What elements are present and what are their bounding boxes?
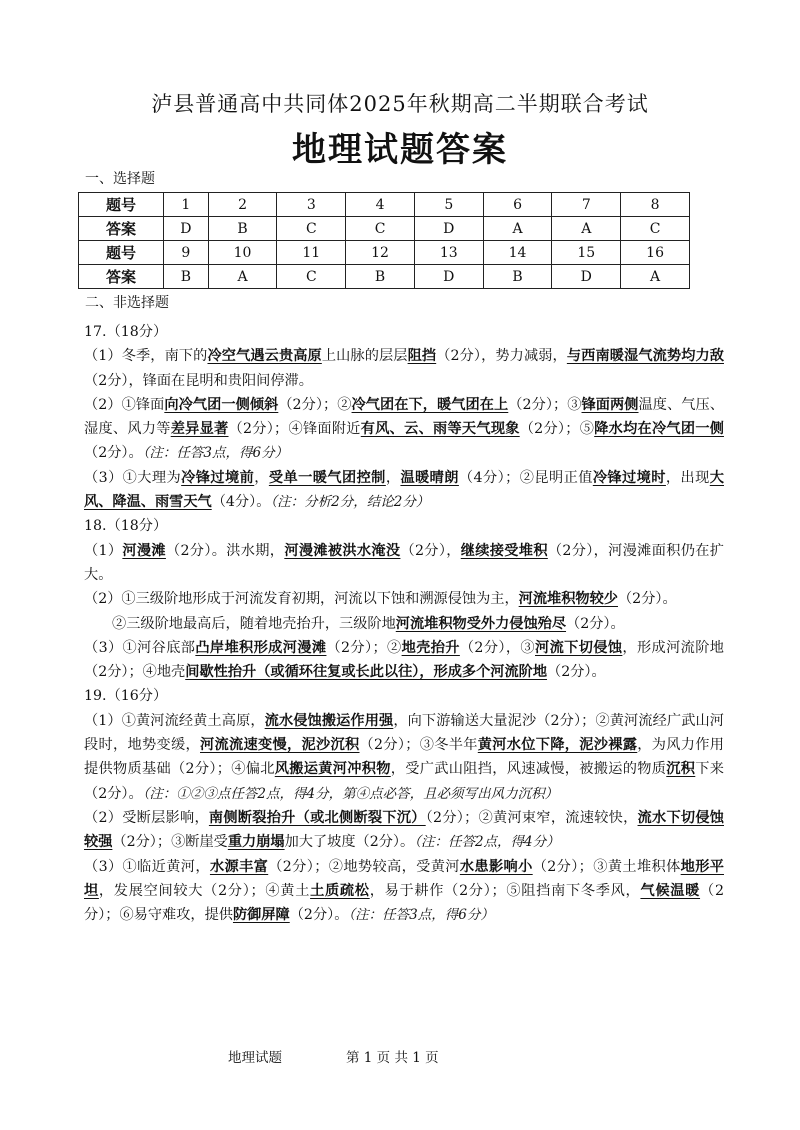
key-point: 冷锋过境前	[181, 469, 255, 486]
table-cell: A	[208, 265, 277, 289]
answer-text: （2分）；⑤	[519, 421, 595, 438]
q19-part1	[84, 709, 724, 806]
table-cell: A	[552, 217, 621, 241]
answer-text: ，出现	[665, 469, 710, 486]
answer-text: （2分）；③断崖受	[112, 834, 228, 851]
key-point: 黄河水位下降，泥沙裸露	[477, 737, 638, 754]
scoring-note: （注：任答3点，得6分）	[142, 445, 289, 462]
table-cell: 15	[552, 241, 621, 265]
answer-text: ，	[254, 469, 269, 486]
table-cell: 11	[277, 241, 346, 265]
row-label-question: 题号	[79, 241, 164, 265]
key-point: 地形平坦	[84, 858, 724, 899]
answer-text: （2分）；④锋面附近	[228, 421, 361, 438]
answer-text: （2）①三级阶地形成于河流发育初期，河流以下蚀和溯源侵蚀为主，	[84, 591, 519, 608]
answer-text: （2）受断层影响，	[84, 809, 209, 826]
answer-text: （2分），河漫滩面积仍在扩大。	[84, 542, 724, 583]
answer-text: （1）①黄河流经黄土高原，	[84, 712, 265, 729]
key-point: 受单一暖气团控制	[268, 469, 386, 486]
table-cell: 1	[164, 193, 209, 217]
question-18-heading: 18.（18分）	[84, 518, 168, 535]
row-label-question: 题号	[79, 193, 164, 217]
answer-text: （1）	[84, 542, 123, 559]
answer-text: 温度、气压、湿度、风力等	[84, 396, 724, 438]
key-point: 冷锋过境时	[592, 469, 666, 486]
answer-text: ，形成河流阶地（2分）；④地壳	[84, 639, 724, 681]
scoring-note: （注：任答3点，得6分）	[348, 907, 494, 924]
answer-text: （2分），③	[459, 639, 535, 656]
q18-part2-b	[84, 612, 724, 636]
key-point: 锋面两侧	[581, 396, 639, 413]
key-point: 与西南暖湿气流势均力敌	[566, 348, 724, 365]
choice-answer-table	[78, 192, 690, 289]
key-point: 沉积	[666, 761, 696, 778]
q17-part3	[84, 466, 724, 515]
key-point: 温暖晴朗	[400, 469, 459, 486]
answer-text: （4分）；②昆明正值	[458, 469, 593, 486]
key-point: 间歇性抬升（或循环往复或长此以往），形成多个河流阶地	[185, 664, 548, 681]
footer-subject: 地理试题	[228, 1050, 282, 1066]
key-point: 防御屏障	[232, 907, 290, 924]
table-row	[79, 265, 690, 289]
table-cell: 6	[483, 193, 552, 217]
answer-text: 加大了坡度（2分）。	[284, 834, 415, 851]
table-cell: B	[208, 217, 277, 241]
table-cell: B	[483, 265, 552, 289]
free-response-answers	[84, 320, 724, 927]
table-cell: B	[346, 265, 415, 289]
answer-text: （4分）。	[211, 494, 271, 511]
key-point: 继续接受堆积	[460, 542, 548, 559]
answer-text: （2分），锋面在昆明和贵阳间停滞。	[84, 372, 313, 389]
table-cell: C	[277, 265, 346, 289]
answer-text: 上山脉的层层	[321, 348, 408, 365]
q17-part1	[84, 344, 724, 393]
answer-text: （2分）；③	[508, 396, 582, 413]
key-point: 河流堆积物较少	[518, 591, 618, 608]
table-cell: C	[621, 217, 690, 241]
table-cell: 8	[621, 193, 690, 217]
table-cell: 7	[552, 193, 621, 217]
table-cell: 9	[164, 241, 209, 265]
table-cell: 10	[208, 241, 277, 265]
q18-part2	[84, 587, 724, 611]
section-multiple-choice-heading: 一、选择题	[85, 171, 155, 187]
q18-part3	[84, 636, 724, 685]
table-cell: B	[164, 265, 209, 289]
table-cell: 13	[414, 241, 483, 265]
answer-text: ②三级阶地最高后，随着地壳抬升，三级阶地	[112, 615, 396, 632]
key-point: 水源丰富	[209, 858, 269, 875]
q17-part2	[84, 393, 724, 466]
key-point: 有风、云、雨等天气现象	[360, 421, 520, 438]
key-point: 阻挡	[407, 348, 437, 365]
table-row	[79, 217, 690, 241]
exam-subtitle: 泸县普通高中共同体2025年秋期高二半期联合考试	[151, 92, 649, 116]
table-row	[79, 241, 690, 265]
answer-text: ，发展空间较大（2分）；④黄土	[98, 882, 311, 899]
answer-text: （2分）；②	[326, 639, 402, 656]
table-cell: A	[621, 265, 690, 289]
answer-text: （2）①锋面	[84, 396, 165, 413]
key-point: 土质疏松	[310, 882, 370, 899]
key-point: 河流流速变慢，泥沙沉积	[200, 737, 360, 754]
answer-text: （3）①大理为	[84, 469, 182, 486]
row-label-answer: 答案	[79, 217, 164, 241]
answer-text: （2分），	[400, 542, 461, 559]
answer-text: （2分）；③冬半年	[359, 737, 478, 754]
answer-text: （1）冬季，南下的	[84, 348, 208, 365]
answer-text: （2分），势力减弱，	[436, 348, 567, 365]
q19-part2	[84, 806, 724, 855]
table-cell: C	[277, 217, 346, 241]
key-point: 冷气团在下，暖气团在上	[351, 396, 509, 413]
answer-text: ，向下游输送大量泥沙（2分）；②黄河流经广武山河段时，地势变缓，	[84, 712, 724, 754]
section-free-response-heading: 二、非选择题	[85, 295, 169, 311]
q18-part1	[84, 539, 724, 588]
key-point: 气候温暖	[640, 882, 701, 899]
table-cell: D	[552, 265, 621, 289]
question-17-heading: 17.（18分）	[84, 324, 168, 340]
key-point: 河漫滩被洪水淹没	[284, 542, 401, 559]
table-cell: 4	[346, 193, 415, 217]
answer-text: （2分）。洪水期，	[165, 542, 285, 559]
key-point: 流水侵蚀搬运作用强	[264, 712, 394, 729]
answer-text: ，为风力作用提供物质基础（2分）；④偏北	[84, 737, 724, 778]
table-cell: 5	[414, 193, 483, 217]
table-cell: C	[346, 217, 415, 241]
answer-text: （2分）。	[547, 664, 606, 681]
answer-text: ，易于耕作（2分）；⑤阻挡南下冬季风，	[369, 882, 641, 899]
table-cell: D	[414, 265, 483, 289]
table-cell: D	[414, 217, 483, 241]
key-point: 地壳抬升	[401, 639, 460, 656]
footer-page-number: 第 1 页 共 1 页	[346, 1050, 439, 1066]
table-cell: D	[164, 217, 209, 241]
answer-text: （2分）；⑥易守难攻，提供	[84, 882, 724, 924]
key-point: 重力崩塌	[227, 834, 285, 851]
answer-text: ，受广武山阻挡，风速减慢，被搬运的物质	[390, 761, 667, 778]
answer-text: （2分）。	[84, 445, 143, 462]
table-cell: 2	[208, 193, 277, 217]
key-point: 凸岸堆积形成河漫滩	[195, 639, 327, 656]
answer-text: （2分）；②	[278, 396, 352, 413]
answer-text: 下来（2分）。	[84, 761, 724, 802]
key-point: 大风、降温、雨雪天气	[84, 469, 724, 511]
answer-text: ，	[385, 469, 401, 486]
table-cell: A	[483, 217, 552, 241]
key-point: 南侧断裂抬升（或北侧断裂下沉）	[208, 809, 426, 826]
question-19-heading: 19.（16分）	[84, 688, 168, 705]
key-point: 差异显著	[170, 421, 229, 438]
table-cell: 12	[346, 241, 415, 265]
key-point: 河流下切侵蚀	[535, 639, 623, 656]
key-point: 河流堆积物受外力侵蚀殆尽	[395, 615, 567, 632]
answer-text: （2分）；②黄河束窄，流速较快，	[425, 809, 638, 826]
table-cell: 14	[483, 241, 552, 265]
answer-text: （2分）；③黄土堆积体	[532, 858, 681, 875]
table-cell: 16	[621, 241, 690, 265]
key-point: 冷空气遇云贵高原	[207, 348, 322, 365]
key-point: 水患影响小	[459, 858, 533, 875]
table-cell: 3	[277, 193, 346, 217]
answer-text: （3）①临近黄河，	[84, 858, 210, 875]
table-row	[79, 193, 690, 217]
key-point: 河漫滩	[122, 542, 166, 559]
key-point: 风搬运黄河冲积物	[274, 761, 391, 778]
scoring-note: （注：任答2点，得4分）	[414, 834, 560, 851]
answer-text: （2分）。	[617, 591, 677, 608]
answer-text: （2分）；②地势较高，受黄河	[268, 858, 460, 875]
key-point: 降水均在冷气团一侧	[594, 421, 724, 438]
row-label-answer: 答案	[79, 265, 164, 289]
scoring-note: （注：①②③点任答2点，得4分，第④点必答，且必须写出风力沉积）	[142, 785, 559, 802]
scoring-note: （注：分析2分，结论2分）	[270, 494, 430, 511]
q19-part3	[84, 855, 724, 928]
answer-text: （2分）。	[566, 615, 625, 632]
answer-text: （3）①河谷底部	[84, 639, 196, 656]
key-point: 流水下切侵蚀较强	[84, 809, 724, 851]
answer-text: （2分）。	[289, 907, 349, 924]
key-point: 向冷气团一侧倾斜	[164, 396, 279, 413]
page-title: 地理试题答案	[292, 130, 508, 170]
